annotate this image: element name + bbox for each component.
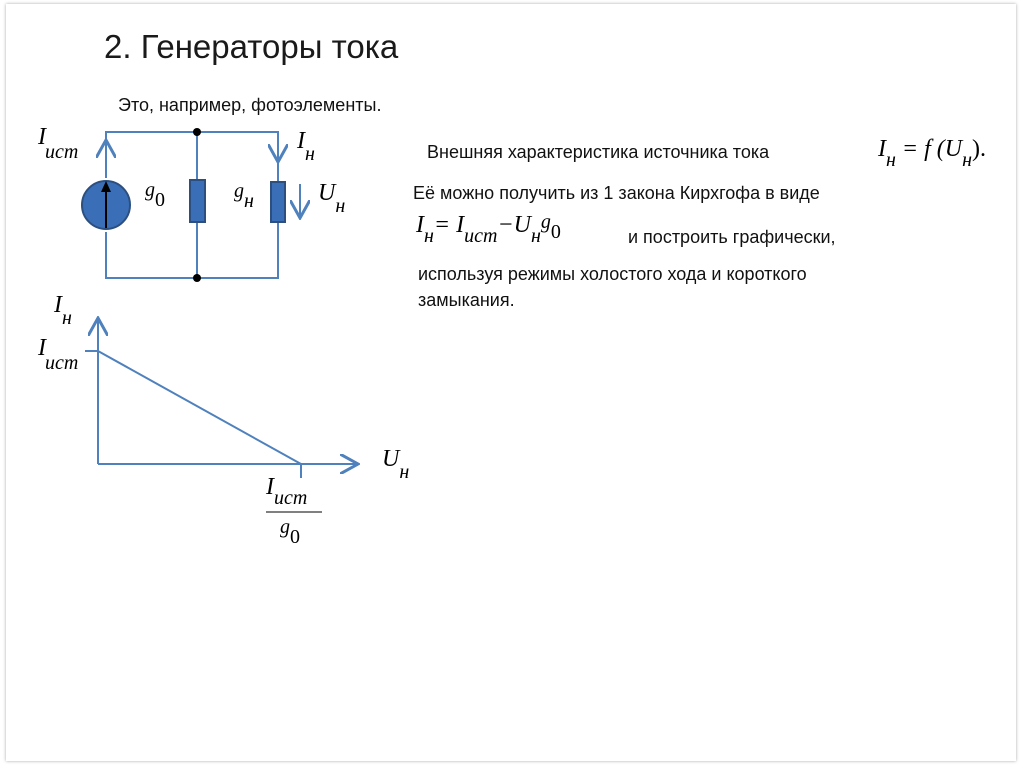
- label-gn: gн: [234, 180, 254, 212]
- conductance-gn: [271, 182, 285, 222]
- load-characteristic-line: [98, 351, 301, 464]
- formula-kirchhoff: Iн= Iист−Uнg0: [416, 211, 561, 247]
- text-external-characteristic: Внешняя характеристика источника тока: [427, 142, 770, 162]
- graph-y-intercept-subscript: ист: [45, 352, 79, 374]
- label-Un: Uн: [318, 180, 346, 217]
- graph-x-axis-label: Uн: [382, 446, 410, 483]
- node-top: [193, 128, 201, 136]
- graph-y-axis-label: Iн: [54, 292, 72, 329]
- text-modes: используя режимы холостого хода и короткого: [418, 264, 807, 284]
- page-title: 2. Генераторы тока: [104, 28, 399, 65]
- label-I-source: I: [38, 124, 46, 150]
- conductance-g0: [190, 180, 205, 222]
- graph-y-intercept-label: I: [38, 335, 46, 361]
- text-short-circuit: замыкания.: [418, 290, 515, 310]
- graph-x-intercept-denominator: g0: [280, 516, 300, 548]
- label-source-subscript: ист: [45, 141, 79, 163]
- formula-external-characteristic: Iн = f (Uн).: [878, 136, 987, 171]
- subtitle: Это, например, фотоэлементы.: [118, 95, 382, 115]
- text-kirchhoff-law: Её можно получить из 1 закона Кирхгофа в виде: [413, 183, 820, 203]
- graph-x-intercept-numerator: Iист: [266, 474, 308, 509]
- text-plot-graphically: и построить графически,: [628, 227, 836, 247]
- current-source-symbol: [82, 181, 130, 229]
- label-g0: g0: [145, 179, 165, 211]
- label-In: Iн: [297, 128, 315, 165]
- node-bottom: [193, 274, 201, 282]
